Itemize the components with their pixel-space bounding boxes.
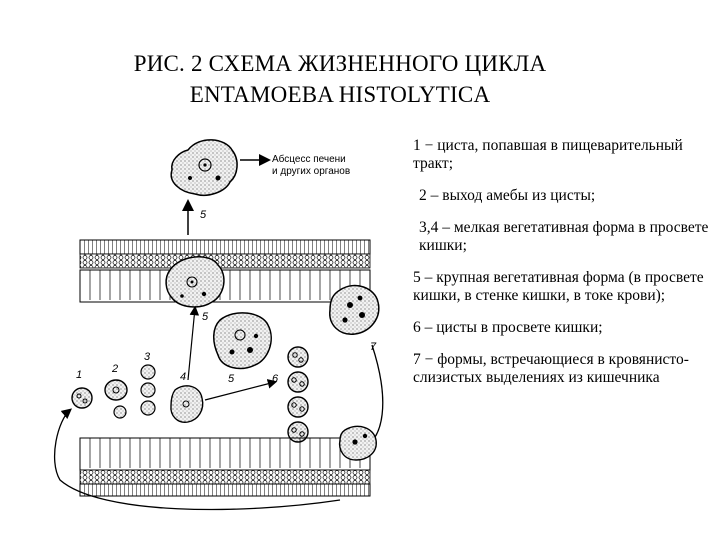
abscess-label-2: и других органов — [272, 166, 351, 177]
cysts-column-6 — [288, 347, 308, 442]
title-line-1: РИС. 2 СХЕМА ЖИЗНЕННОГО ЦИКЛА — [133, 51, 547, 76]
label-5-mid: 5 — [202, 311, 209, 323]
arrow-4-to-wall — [188, 308, 195, 380]
label-7: 7 — [370, 341, 377, 353]
life-cycle-svg — [40, 120, 410, 520]
label-4: 4 — [180, 371, 187, 383]
figure-title — [30, 48, 650, 110]
small-form-4 — [171, 386, 203, 422]
legend-item-4: 5 – крупная вегетативная форма (в просвете кишки, в стенке кишки, в токе крови); — [413, 269, 704, 304]
invading-amoeba — [166, 257, 224, 307]
life-cycle-diagram — [40, 120, 410, 520]
erythrophage-amoeba — [330, 286, 379, 335]
label-1: 1 — [76, 369, 83, 381]
title-line-2: ENTAMOEBA HISTOLYTICA — [189, 82, 491, 107]
upper-intestinal-wall — [80, 240, 370, 302]
large-vegetative-form — [214, 313, 271, 369]
abscess-amoeba — [171, 140, 237, 195]
label-5-top: 5 — [200, 209, 207, 221]
label-5-low: 5 — [228, 373, 235, 385]
small-forms-3 — [141, 365, 155, 415]
cyst-stage-1 — [72, 388, 92, 408]
legend-item-6: 7 − формы, встречающиеся в кровянисто-слизистых выделениях из кишечника — [413, 351, 689, 386]
lower-wall-amoeba — [340, 426, 377, 460]
label-2: 2 — [112, 363, 119, 375]
excysting-amoeba-2 — [105, 380, 127, 418]
label-3: 3 — [144, 351, 151, 363]
abscess-label-1: Абсцесс печени — [272, 154, 346, 165]
lower-intestinal-wall — [80, 438, 370, 496]
label-6: 6 — [272, 373, 279, 385]
legend-item-1: 1 − циста, попавшая в пищеварительный тракт; — [413, 137, 683, 172]
arrow-4-to-6 — [205, 382, 275, 400]
legend-item-2: 2 – выход амебы из цисты; — [419, 187, 596, 204]
legend-item-5: 6 – цисты в просвете кишки; — [413, 319, 603, 336]
legend — [413, 137, 713, 401]
legend-item-3: 3,4 – мелкая вегетативная форма в просвете кишки; — [419, 219, 709, 254]
